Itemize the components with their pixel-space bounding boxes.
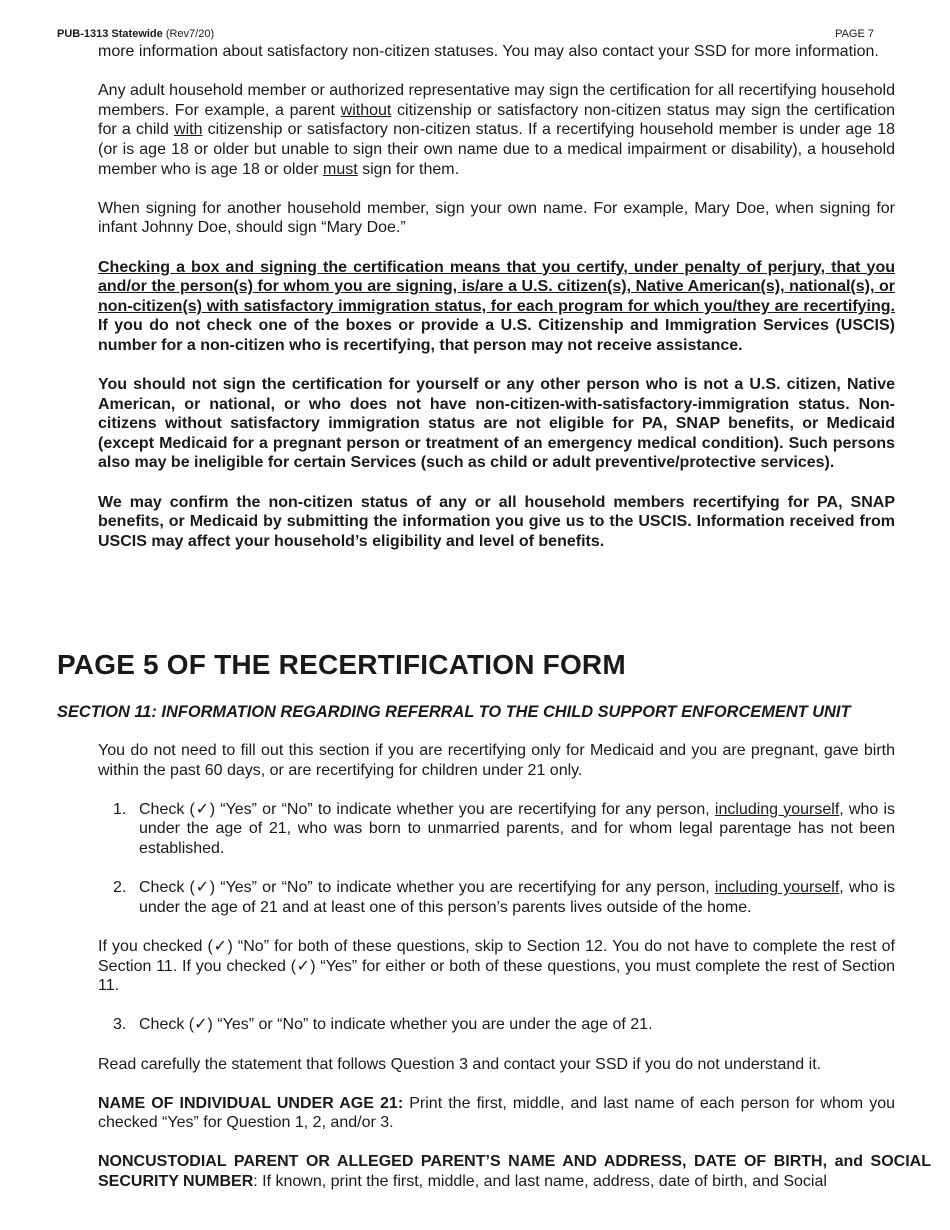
sign-paragraph: Any adult household member or authorized representative may sign the certification for all recertifying household members. For example, a parent without citizenship or satisfactory non-citizen status may sign the certification for a child with citizenship or satisfactory non-citizen status. If a recertifying household member is under age 18 (or is age 18 or older but unable to sign their own name due to a medical impairment or disability), a household member who is age 18 or older must sign for them. — [98, 82, 896, 178]
certify-paragraph: Checking a box and signing the certification means that you certify, under penalty of perjury, that you and/or the person(s) for whom you are signing, is/are a U.S. citizen(s), Native American(s), national(s), or non-citizen(s) with satisfactory immigration status, for each program for which you/they are recertifying. If you do not check one of the boxes or provide a U.S. Citizenship and Immigration Services (USCIS) number for a non-citizen who is recertifying, that person may not receive assistance. — [98, 258, 895, 354]
page-header — [57, 28, 874, 40]
page-number: PAGE 7 — [835, 28, 874, 40]
item-number: 2. — [113, 879, 127, 897]
noncustodial-parent-paragraph: NONCUSTODIAL PARENT OR ALLEGED PARENT’S NAME AND ADDRESS, DATE OF BIRTH, and SOCIAL SECURITY NUMBER: If known, print the first, middle, and last name, address, date of birth, and Social — [98, 1153, 931, 1191]
name-under-21-paragraph: NAME OF INDIVIDUAL UNDER AGE 21: Print the first, middle, and last name of each person for whom you checked “Yes” for Question 1, 2, and/or 3. — [98, 1094, 896, 1132]
skip-paragraph: If you checked (✓) “No” for both of these questions, skip to Section 12. You do not have to complete the rest of Section 11. If you checked (✓) “Yes” for either or both of these questions, you must complete the rest of Section 11. — [98, 937, 895, 995]
warning-paragraph: You should not sign the certification for yourself or any other person who is not a U.S. citizen, Native American, or national, or who does not have non-citizen-with-satisfactory-immigration status. Non-citizens without satisfactory immigration status are not eligible for PA, SNAP benefits, or Medicaid (except Medicaid for a pregnant person or treatment of an emergency medical condition). Such persons also may be ineligible for certain Services (such as child or adult preventive/protective services). — [98, 376, 895, 472]
underlined-including-yourself: including yourself — [714, 800, 840, 818]
read-carefully-paragraph: Read carefully the statement that follows Question 3 and contact your SSD if you do not understand it. — [98, 1055, 822, 1073]
intro-paragraph: more information about satisfactory non-citizen statuses. You may also contact your SSD for more information. — [98, 43, 879, 60]
form-revision: (Rev7/20) — [165, 28, 215, 40]
section-heading: SECTION 11: INFORMATION REGARDING REFERRAL TO THE CHILD SUPPORT ENFORCEMENT UNIT — [57, 703, 851, 721]
uscis-paragraph: We may confirm the non-citizen status of any or all household members recertifying for PA, SNAP benefits, or Medicaid by submitting the information you give us to the USCIS. Information received from USCIS may affect your household’s eligibility and level of benefits. — [98, 493, 895, 550]
underlined-with: with — [174, 121, 203, 139]
underlined-including-yourself: including yourself — [714, 879, 840, 897]
signing-example-paragraph: When signing for another household member, sign your own name. For example, Mary Doe, when signing for infant Johnny Doe, should sign “Mary Doe.” — [98, 199, 895, 237]
list-item-3: 3. Check (✓) “Yes” or “No” to indicate whether you are under the age of 21. — [113, 1016, 653, 1034]
form-id: PUB-1313 Statewide — [57, 28, 163, 40]
name-under-21-label: NAME OF INDIVIDUAL UNDER AGE 21: — [98, 1094, 404, 1112]
section-11-content — [98, 741, 931, 1211]
page-heading: PAGE 5 OF THE RECERTIFICATION FORM — [57, 649, 626, 680]
underlined-without: without — [340, 101, 392, 119]
list-item-1: 1. Check (✓) “Yes” or “No” to indicate whether you are recertifying for any person, including yourself, who is under the age of 21, who was born to unmarried parents, and for whom legal parentage has not been established. — [113, 800, 895, 857]
noncustodial-parent-label: NONCUSTODIAL PARENT OR ALLEGED PARENT’S NAME AND ADDRESS, DATE OF BIRTH, and SOCIAL SECURITY NUMBER — [98, 1153, 931, 1191]
certify-underlined: Checking a box and signing the certification means that you certify, under penalty of perjury, that you and/or the person(s) for whom you are signing, is/are a U.S. citizen(s), Native American(s), national(s), or non-citizen(s) with satisfactory immigration status, for each program for which you/they are recertifying. — [98, 258, 895, 315]
list-item-2: 2. Check (✓) “Yes” or “No” to indicate whether you are recertifying for any person, including yourself, who is under the age of 21 and at least one of this person’s parents lives outside of the home. — [113, 879, 895, 916]
section-intro: You do not need to fill out this section if you are recertifying only for Medicaid and you are pregnant, gave birth within the past 60 days, or are recertifying for children under 21 only. — [98, 742, 895, 779]
underlined-must: must — [323, 160, 358, 178]
item-number: 3. — [113, 1016, 127, 1034]
certification-content — [98, 42, 895, 571]
item-number: 1. — [113, 800, 127, 818]
